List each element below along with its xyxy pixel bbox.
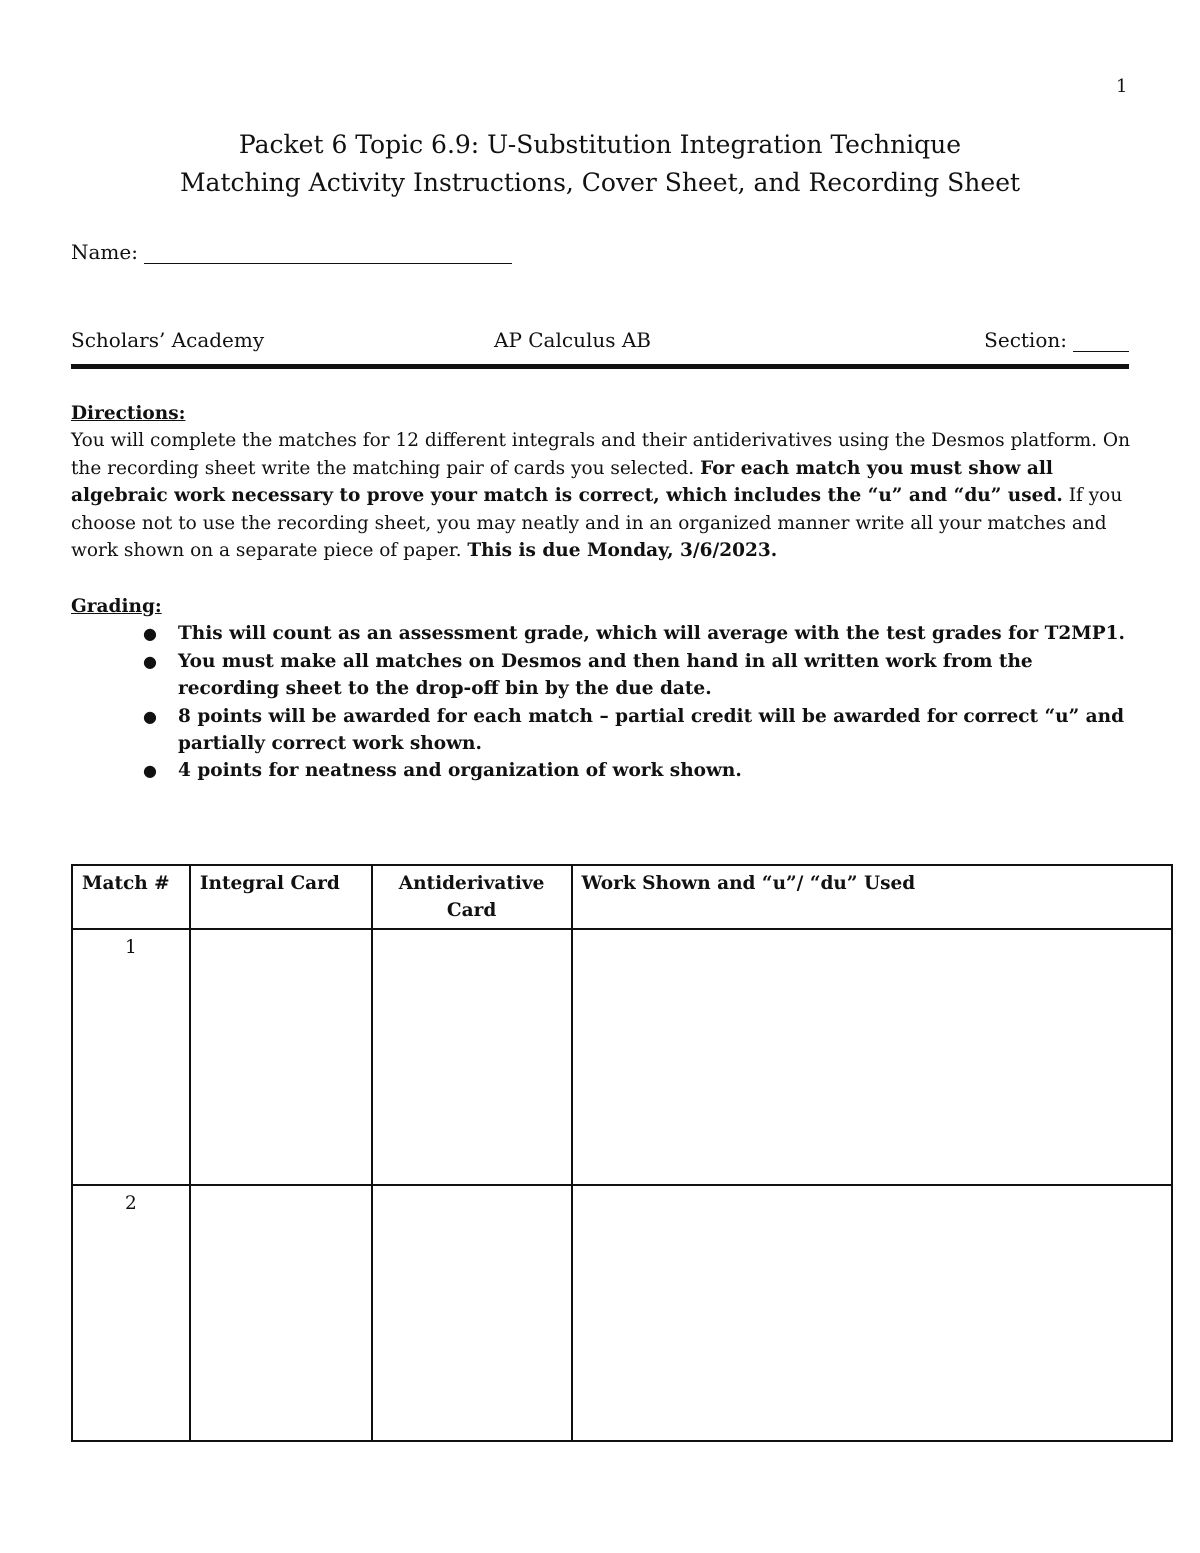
header-divider bbox=[71, 364, 1129, 369]
name-row bbox=[71, 240, 512, 264]
bullet-icon: ● bbox=[143, 761, 157, 781]
course-name: AP Calculus AB bbox=[494, 328, 652, 352]
section-field bbox=[984, 328, 1129, 352]
antiderivative-card-cell[interactable] bbox=[372, 929, 572, 1185]
directions-heading: Directions: bbox=[71, 403, 186, 424]
page-title bbox=[0, 126, 1200, 202]
grading-heading: Grading: bbox=[71, 596, 162, 617]
integral-card-cell[interactable] bbox=[190, 1185, 372, 1441]
table-header-row bbox=[72, 865, 1172, 929]
title-line-2: Matching Activity Instructions, Cover Sheet, and Recording Sheet bbox=[179, 168, 1021, 197]
directions-bold-1: For each match you must show all algebraic work necessary to prove your match is correct, which includes the “u” and “du” used. bbox=[71, 457, 1063, 507]
directions-section bbox=[71, 400, 1131, 564]
bullet-icon: ● bbox=[143, 651, 157, 671]
section-label: Section: bbox=[984, 328, 1067, 352]
bullet-icon: ● bbox=[143, 706, 157, 726]
table-row bbox=[72, 929, 1172, 1185]
header-integral-card: Integral Card bbox=[190, 865, 372, 929]
grading-list bbox=[71, 620, 1131, 784]
recording-table bbox=[71, 864, 1173, 1442]
grading-item: ● 8 points will be awarded for each match – partial credit will be awarded for correct “u” and partially correct work shown. bbox=[71, 703, 1131, 758]
header-antiderivative-card: Antiderivative Card bbox=[372, 865, 572, 929]
match-number-cell: 1 bbox=[72, 929, 190, 1185]
table-row bbox=[72, 1185, 1172, 1441]
grading-section bbox=[71, 593, 1131, 785]
antiderivative-card-cell[interactable] bbox=[372, 1185, 572, 1441]
directions-text-1: You will complete the matches for 12 different integrals and their antiderivatives using the Desmos platform. On the recording sheet write the matching pair of cards you selected. bbox=[71, 430, 1130, 479]
grading-item: ● 4 points for neatness and organization of work shown. bbox=[71, 757, 1131, 784]
directions-due-date: This is due Monday, 3/6/2023. bbox=[467, 540, 778, 562]
directions-body bbox=[71, 427, 1131, 564]
work-shown-cell[interactable] bbox=[572, 1185, 1172, 1441]
title-line-1: Packet 6 Topic 6.9: U-Substitution Integration Technique bbox=[238, 130, 962, 159]
match-number-cell: 2 bbox=[72, 1185, 190, 1441]
directions-text-2: If you choose not to use the recording sheet, you may neatly and in an organized manner write all your matches and work shown on a separate piece of paper. bbox=[71, 485, 1123, 562]
work-shown-cell[interactable] bbox=[572, 929, 1172, 1185]
bullet-icon: ● bbox=[143, 624, 157, 644]
header-work-shown: Work Shown and “u”/ “du” Used bbox=[572, 865, 1172, 929]
name-label: Name: bbox=[71, 240, 138, 264]
name-blank[interactable] bbox=[144, 243, 512, 264]
grading-item: ● This will count as an assessment grade, which will average with the test grades for T2MP1. bbox=[71, 620, 1131, 647]
section-blank[interactable] bbox=[1073, 331, 1129, 352]
header-match-number: Match # bbox=[72, 865, 190, 929]
integral-card-cell[interactable] bbox=[190, 929, 372, 1185]
school-name: Scholars’ Academy bbox=[71, 328, 265, 352]
grading-item: ● You must make all matches on Desmos and then hand in all written work from the recording sheet to the drop-off bin by the due date. bbox=[71, 648, 1131, 703]
page-number: 1 bbox=[1116, 76, 1128, 97]
